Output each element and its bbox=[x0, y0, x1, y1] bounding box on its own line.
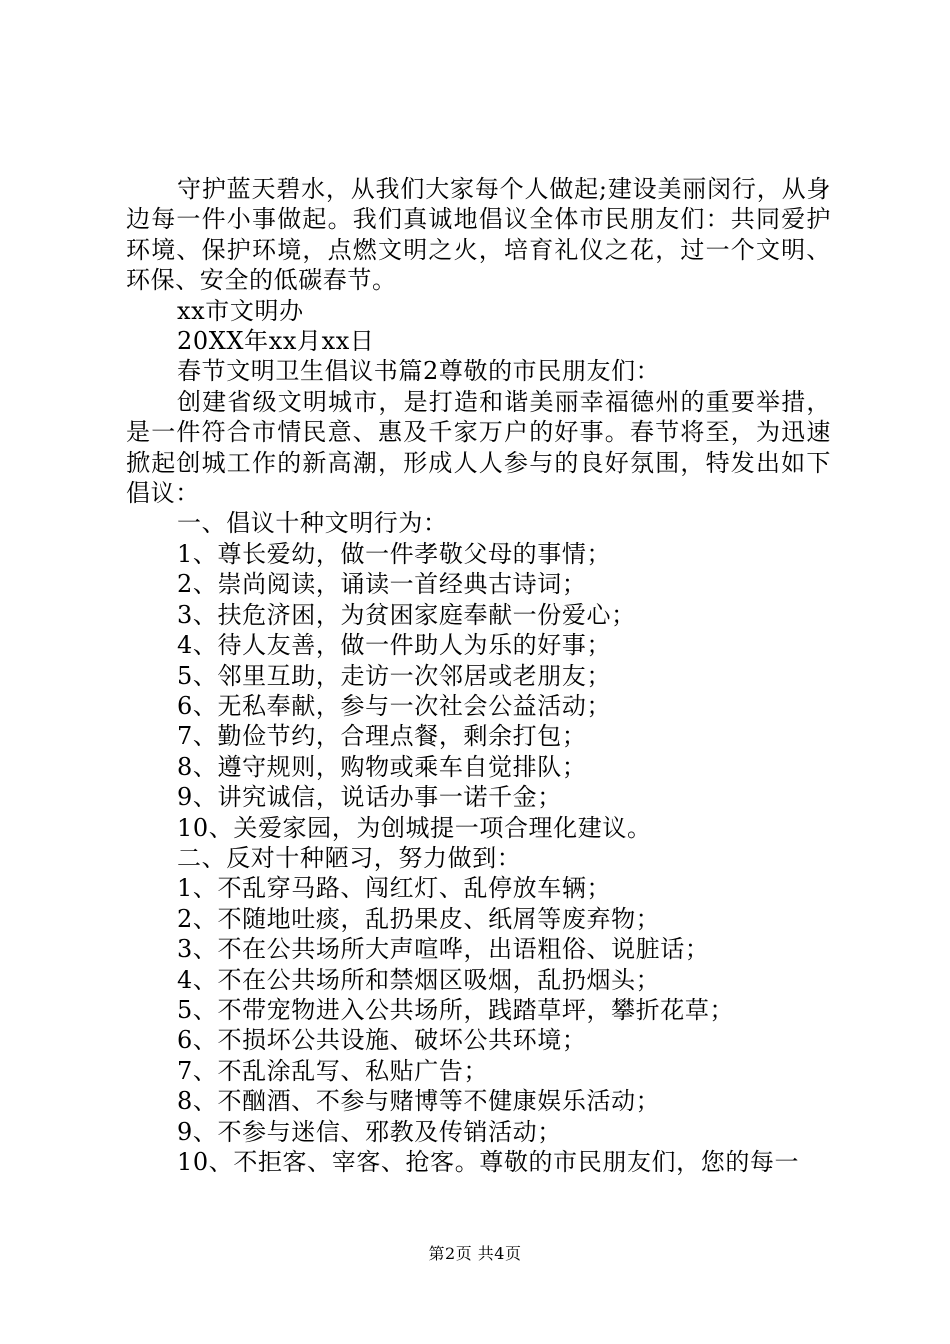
list-item: 10、关爱家园，为创城提一项合理化建议。 bbox=[177, 813, 652, 842]
list-item: 2、不随地吐痰，乱扔果皮、纸屑等废弃物； bbox=[177, 904, 661, 933]
list-item: 6、无私奉献，参与一次社会公益活动； bbox=[177, 691, 612, 720]
list-item: 7、不乱涂乱写、私贴广告； bbox=[177, 1056, 489, 1085]
list-item: 1、尊长爱幼，做一件孝敬父母的事情； bbox=[177, 539, 612, 568]
signature-office: xx市文明办 bbox=[177, 296, 304, 325]
list-item: 5、邻里互助，走访一次邻居或老朋友； bbox=[177, 661, 612, 690]
list-item: 9、讲究诚信，说话办事一诺千金； bbox=[177, 783, 562, 812]
heading-civilized-behaviors: 一、倡议十种文明行为： bbox=[177, 509, 448, 538]
paragraph-intro: 守护蓝天碧水，从我们大家每个人做起;建设美丽闵行，从身边每一件小事做起。我们真诚地倡议全体市民朋友们：共同爱护环境、保护环境，点燃文明之火，培育礼仪之花，过一个文明、环保、安全的低碳春节。 bbox=[126, 175, 831, 295]
list-item: 6、不损坏公共设施、破坏公共环境； bbox=[177, 1026, 587, 1055]
list-item: 4、不在公共场所和禁烟区吸烟，乱扔烟头； bbox=[177, 965, 661, 994]
list-item: 1、不乱穿马路、闯红灯、乱停放车辆； bbox=[177, 874, 612, 903]
list-item: 8、不酗酒、不参与赌博等不健康娱乐活动； bbox=[177, 1087, 661, 1116]
list-item: 4、待人友善，做一件助人为乐的好事； bbox=[177, 631, 612, 660]
heading-bad-habits: 二、反对十种陋习，努力做到： bbox=[177, 843, 522, 872]
list-item: 7、勤俭节约，合理点餐，剩余打包； bbox=[177, 722, 587, 751]
document-body bbox=[126, 174, 831, 1177]
section-title-greeting: 春节文明卫生倡议书篇2尊敬的市民朋友们： bbox=[177, 357, 661, 386]
list-item: 3、扶危济困，为贫困家庭奉献一份爱心； bbox=[177, 600, 636, 629]
list-item: 9、不参与迷信、邪教及传销活动； bbox=[177, 1117, 562, 1146]
list-item: 10、不拒客、宰客、抢客。尊敬的市民朋友们，您的每一 bbox=[177, 1148, 800, 1176]
list-item: 8、遵守规则，购物或乘车自觉排队； bbox=[177, 752, 587, 781]
list-item: 3、不在公共场所大声喧哗，出语粗俗、说脏话； bbox=[177, 935, 710, 964]
list-item: 2、崇尚阅读，诵读一首经典古诗词； bbox=[177, 570, 587, 599]
page-number-footer: 第2页 共4页 bbox=[428, 1244, 522, 1263]
signature-date: 20XX年xx月xx日 bbox=[177, 327, 375, 356]
list-item: 5、不带宠物进入公共场所，践踏草坪，攀折花草； bbox=[177, 995, 735, 1024]
paragraph-initiative: 创建省级文明城市，是打造和谐美丽幸福德州的重要举措，是一件符合市情民意、惠及千家万户的好事。春节将至，为迅速掀起创城工作的新高潮，形成人人参与的良好氛围，特发出如下倡议： bbox=[126, 387, 831, 508]
